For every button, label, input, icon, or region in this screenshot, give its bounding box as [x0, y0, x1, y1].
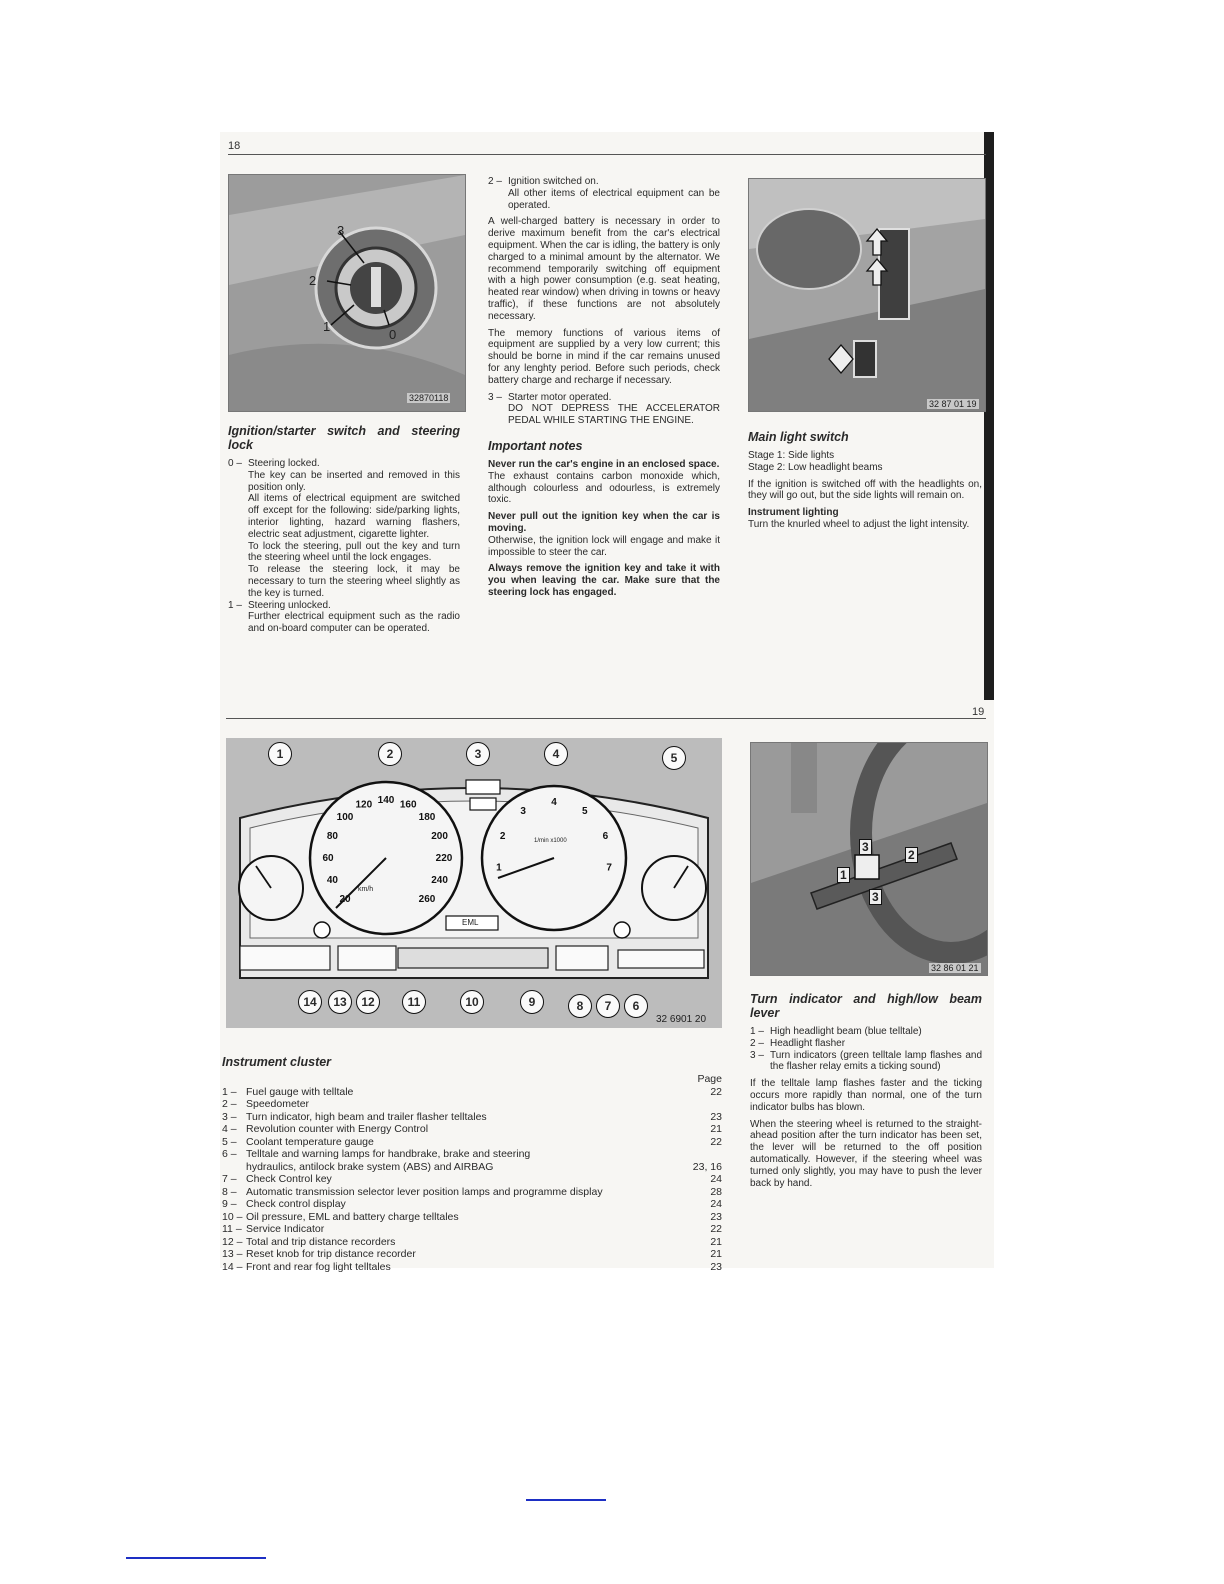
legend-row-page: 28 — [710, 1185, 722, 1198]
note-2-title: Never pull out the ignition key when the car is moving. — [488, 511, 720, 534]
page-number-left: 18 — [228, 140, 241, 152]
ignition-item-0-line: To release the steering lock, it may be necessary to turn the steering wheel slightly as the key is turned. — [248, 564, 460, 599]
speed-tick-label: 260 — [418, 894, 436, 905]
legend-row — [222, 1161, 722, 1174]
ignition-item-3 — [488, 392, 720, 404]
legend-row-text: Oil pressure, EML and battery charge telltales — [246, 1210, 459, 1223]
turn-label-3-up: 3 — [859, 839, 872, 855]
ignition-item-0-line: All items of electrical equipment are switched off except for the following: side/parking lights, interior lighting, hazard warning flashers, electric seat adjustment, cigarette lighter. — [248, 493, 460, 540]
legend-row-page: 21 — [710, 1248, 722, 1260]
legend-row — [222, 1223, 722, 1236]
rpm-tick-label: 6 — [602, 830, 609, 842]
important-notes-heading: Important notes — [488, 438, 583, 453]
legend-row-page: 23 — [710, 1210, 722, 1223]
ignition-item-1-title: Steering unlocked. — [248, 599, 331, 611]
light-stage-1: Stage 1: Side lights — [748, 450, 835, 461]
note-1-title: Never run the car's engine in an enclosed space. — [488, 458, 720, 470]
speed-tick-label: 140 — [377, 795, 395, 806]
legend-row — [222, 1236, 722, 1249]
memory-paragraph: The memory functions of various items of equipment are supplied by a very low current; this should be borne in mind if the car remains unused for any lenghty period. Before such periods, check battery charge and recharge if necessary. — [488, 327, 720, 386]
legend-row-page: 24 — [710, 1173, 722, 1185]
instrument-lighting-text: Turn the knurled wheel to adjust the light intensity. — [748, 518, 970, 530]
legend-row-number: 6 – — [222, 1148, 237, 1160]
rpm-tick-label: 4 — [551, 797, 557, 808]
legend-row — [222, 1248, 722, 1261]
speed-tick-label: 80 — [326, 830, 338, 842]
ignition-item-0-title: Steering locked. — [248, 458, 320, 469]
legend-row — [222, 1186, 722, 1199]
ignition-item-0-number: 0 – — [228, 458, 242, 469]
instrument-cluster-legend — [222, 1055, 722, 1273]
turn-label-2: 2 — [905, 847, 918, 863]
turn-item-1-number: 1 – — [750, 1026, 764, 1037]
speed-tick-label: 100 — [336, 812, 354, 823]
ignition-item-2 — [488, 176, 720, 188]
ignition-item-3-number: 3 – — [488, 391, 502, 403]
legend-row — [222, 1173, 722, 1186]
callout-11: 11 — [402, 990, 426, 1014]
turn-item-3-text: Turn indicators (green telltale lamp flashes and the flasher relay emits a ticking sound) — [770, 1049, 982, 1073]
legend-row-number: 2 – — [222, 1098, 237, 1110]
light-stage-2: Stage 2: Low headlight beams — [748, 461, 883, 473]
legend-row-number: 1 – — [222, 1085, 237, 1098]
legend-row-text: Reset knob for trip distance recorder — [246, 1248, 416, 1260]
speed-tick-label: 20 — [339, 894, 351, 905]
main-light-heading: Main light switch — [748, 430, 849, 444]
legend-row-page: 22 — [710, 1135, 722, 1148]
callout-10: 10 — [460, 990, 484, 1014]
legend-row-text: Front and rear fog light telltales — [246, 1260, 391, 1273]
callout-9: 9 — [520, 990, 544, 1014]
note-1-text: The exhaust contains carbon monoxide which, although colourless and odourless, is extremely toxic. — [488, 470, 720, 506]
speed-tick-label: 40 — [326, 875, 338, 887]
ignition-item-0 — [228, 458, 460, 470]
eml-label: EML — [462, 918, 479, 927]
page-column-header: Page — [697, 1073, 722, 1085]
turn-item-2-number: 2 – — [750, 1037, 764, 1049]
legend-row-page — [684, 1148, 722, 1161]
turn-indicator-lever-photo — [750, 742, 988, 976]
rpm-tick-label: 1 — [496, 862, 502, 874]
callout-4: 4 — [544, 742, 568, 766]
ignition-item-3-title: Starter motor operated. — [508, 391, 612, 403]
speed-tick-label: 120 — [355, 799, 373, 811]
legend-rows — [222, 1086, 722, 1274]
legend-row-text: Automatic transmission selector lever position lamps and programme display — [246, 1185, 603, 1198]
legend-row — [222, 1111, 722, 1124]
ignition-item-2-number: 2 – — [488, 176, 502, 187]
rpm-tick-label: 3 — [520, 806, 526, 818]
legend-row-text: Fuel gauge with telltale — [246, 1085, 354, 1098]
footer-link-line[interactable] — [526, 1499, 606, 1501]
turn-item-1 — [750, 1026, 982, 1038]
turn-item-3 — [750, 1050, 982, 1074]
legend-row — [222, 1261, 722, 1274]
ignition-label-2: 2 — [309, 273, 317, 288]
legend-row-number: 5 – — [222, 1135, 237, 1148]
note-3-text: Always remove the ignition key and take it with you when leaving the car. Make sure that the steering lock has engaged. — [488, 563, 720, 598]
turn-photo-code: 32 86 01 21 — [931, 963, 979, 973]
legend-row-text: Coolant temperature gauge — [246, 1135, 374, 1148]
rpm-tick-label: 2 — [499, 830, 506, 842]
turn-label-3-down: 3 — [869, 889, 882, 905]
speed-tick-label: 200 — [431, 830, 448, 842]
legend-row-text: Check Control key — [246, 1173, 332, 1185]
legend-row — [222, 1098, 722, 1111]
legend-row-page: 21 — [710, 1123, 722, 1135]
starter-warning: DO NOT DEPRESS THE ACCELERATOR PEDAL WHILE STARTING THE ENGINE. — [508, 403, 720, 427]
legend-row-number: 8 – — [222, 1185, 237, 1198]
ignition-label-0: 0 — [389, 327, 397, 342]
legend-row-page: 22 — [710, 1085, 722, 1098]
legend-row-text: hydraulics, antilock brake system (ABS) and AIRBAG — [246, 1160, 494, 1173]
light-paragraph: If the ignition is switched off with the headlights on, they will go out, but the side lights will remain on. — [748, 478, 982, 502]
turn-indicator-section — [750, 992, 982, 1194]
legend-row-text: Check control display — [246, 1198, 346, 1210]
light-switch-photo-code: 32 87 01 19 — [929, 399, 977, 409]
page-number-right: 19 — [972, 706, 985, 718]
legend-row-text: Speedometer — [246, 1098, 310, 1110]
callout-14: 14 — [298, 990, 322, 1014]
legend-row-page: 23, 16 — [692, 1160, 722, 1173]
legend-row-number: 13 – — [222, 1248, 243, 1260]
legend-row — [222, 1211, 722, 1224]
battery-paragraph: A well-charged battery is necessary in order to derive maximum benefit from the car's electrical equipment. When the car is idling, the battery is only charged to a minimal amount by the alternator. We recommend temporarily switching off equipment with a high power consumption (e.g. seat heating, heated rear window) when driving in towns or heavy traffic), if these functions are not absolutely necessary. — [488, 216, 720, 322]
speed-tick-label: 60 — [322, 853, 334, 864]
ignition-switch-photo — [228, 174, 466, 412]
legend-row-number: 12 – — [222, 1235, 243, 1248]
legend-row-text: Turn indicator, high beam and trailer flasher telltales — [246, 1110, 487, 1123]
legend-row — [222, 1148, 722, 1161]
ignition-heading: Ignition/starter switch and steering lock — [228, 424, 460, 452]
legend-row — [222, 1136, 722, 1149]
turn-item-3-number: 3 – — [750, 1049, 764, 1061]
legend-row-number: 14 – — [222, 1260, 243, 1273]
ignition-item-2-title: Ignition switched on. — [508, 176, 599, 187]
legend-row-page: 23 — [710, 1260, 722, 1273]
ignition-section — [228, 424, 460, 635]
legend-row-number: 11 – — [222, 1223, 242, 1235]
legend-row-number — [222, 1161, 246, 1174]
callout-2: 2 — [378, 742, 402, 766]
ignition-label-1: 1 — [323, 319, 331, 334]
turn-paragraph-2: When the steering wheel is returned to the straight-ahead position after the turn indicator has been set, the lever will be returned to the off position automatically. However, if the steering wheel was turned only slightly, you may have to push the lever back by hand. — [750, 1118, 982, 1189]
cluster-figure-code: 32 6901 20 — [656, 1014, 707, 1025]
legend-row-number: 4 – — [222, 1123, 237, 1135]
header-rule-top — [228, 154, 986, 155]
callout-3: 3 — [466, 742, 490, 766]
ignition-label-3: 3 — [337, 223, 345, 238]
instrument-cluster-heading: Instrument cluster — [222, 1055, 332, 1069]
ignition-item-2-line: All other items of electrical equipment can be operated. — [508, 187, 720, 211]
speed-unit-label: km/h — [358, 886, 374, 893]
ignition-item-1 — [228, 600, 460, 612]
legend-row — [222, 1086, 722, 1099]
rpm-tick-label: 7 — [606, 862, 612, 874]
ignition-item-0-line: The key can be inserted and removed in this position only. — [248, 469, 460, 493]
legend-row — [222, 1198, 722, 1211]
callout-7: 7 — [596, 994, 620, 1018]
ignition-item-1-line: Further electrical equipment such as the radio and on-board computer can be operated. — [248, 611, 460, 635]
legend-row-page: 24 — [710, 1198, 722, 1210]
callout-5: 5 — [662, 746, 686, 770]
speed-tick-label: 180 — [418, 812, 436, 823]
legend-row-text: Telltale and warning lamps for handbrake, brake and steering — [246, 1148, 531, 1160]
legend-row-number: 7 – — [222, 1173, 237, 1185]
callout-1: 1 — [268, 742, 292, 766]
turn-item-1-text: High headlight beam (blue telltale) — [770, 1026, 922, 1037]
instrument-cluster-figure — [226, 738, 722, 1028]
ignition-photo-code: 32870118 — [409, 393, 449, 403]
callout-6: 6 — [624, 994, 648, 1018]
turn-label-1: 1 — [837, 867, 850, 883]
footer-link-line[interactable] — [126, 1557, 266, 1559]
legend-row-page — [684, 1098, 722, 1111]
turn-paragraph-1: If the telltale lamp flashes faster and the ticking occurs more rapidly than normal, one of the turn indicator bulbs has blown. — [750, 1078, 982, 1113]
speed-tick-label: 240 — [431, 875, 448, 887]
legend-row-number: 3 – — [222, 1110, 237, 1123]
turn-item-2-text: Headlight flasher — [770, 1037, 846, 1049]
note-2-text: Otherwise, the ignition lock will engage and make it impossible to steer the car. — [488, 534, 720, 558]
callout-8: 8 — [568, 994, 592, 1018]
ignition-item-0-line: To lock the steering, pull out the key and turn the steering wheel until the lock engages. — [248, 540, 460, 564]
legend-row — [222, 1123, 722, 1136]
legend-row-text: Service Indicator — [246, 1223, 325, 1235]
legend-row-page: 21 — [710, 1235, 722, 1248]
rpm-unit-label: 1/min x1000 — [534, 838, 567, 844]
legend-row-page: 23 — [710, 1110, 722, 1123]
legend-row-text: Revolution counter with Energy Control — [246, 1123, 429, 1135]
callout-13: 13 — [328, 990, 352, 1014]
legend-row-page: 22 — [710, 1223, 722, 1235]
ignition-item-1-number: 1 – — [228, 599, 242, 611]
legend-row-text: Total and trip distance recorders — [246, 1235, 396, 1248]
rpm-tick-label: 5 — [582, 806, 588, 818]
header-rule-middle — [226, 718, 986, 719]
main-light-section — [748, 430, 982, 536]
middle-section — [488, 176, 720, 604]
speed-tick-label: 160 — [399, 799, 417, 811]
instrument-lighting-heading: Instrument lighting — [748, 507, 839, 519]
legend-row-number: 9 – — [222, 1198, 237, 1210]
main-light-switch-photo — [748, 178, 986, 412]
callout-12: 12 — [356, 990, 380, 1014]
legend-row-number: 10 – — [222, 1210, 243, 1223]
speed-tick-label: 220 — [435, 853, 453, 864]
turn-item-2 — [750, 1038, 982, 1050]
turn-indicator-heading: Turn indicator and high/low beam lever — [750, 992, 982, 1020]
